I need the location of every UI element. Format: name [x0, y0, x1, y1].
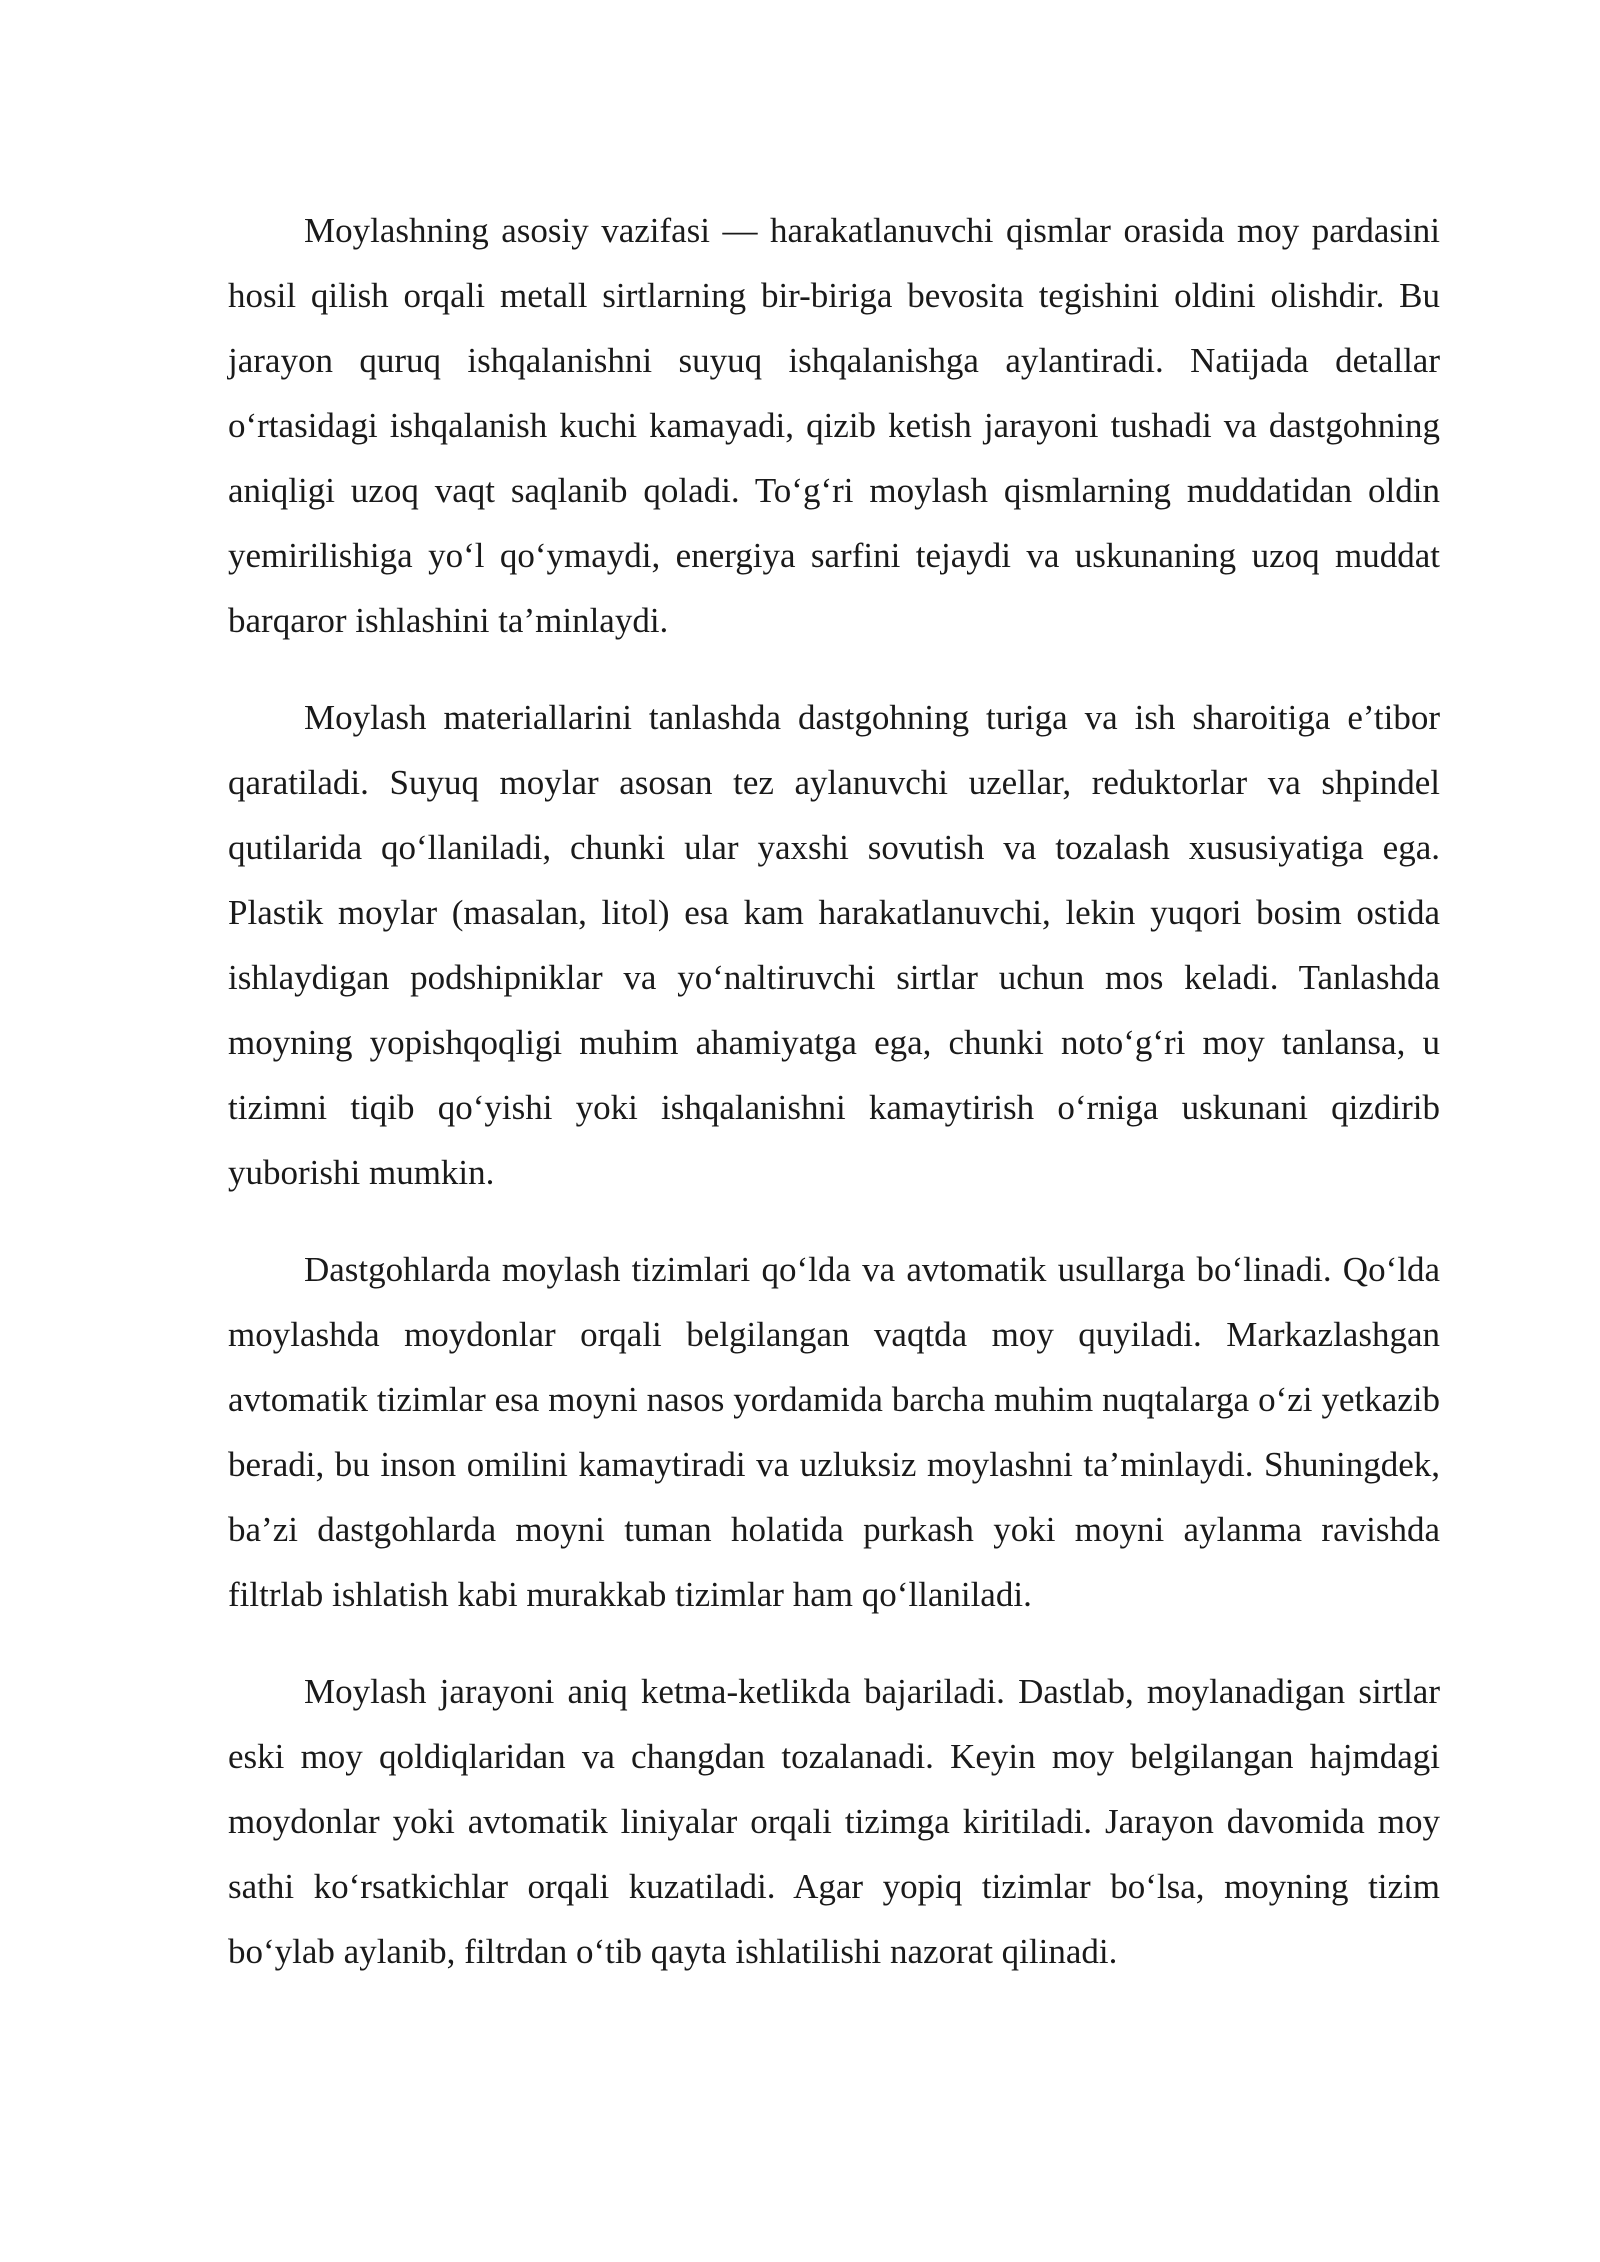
paragraph-lubrication-purpose: Moylashning asosiy vazifasi — harakatlanuvchi qismlar orasida moy pardasini hosil qilish orqali metall sirtlarning bir-biriga bevosita tegishini oldini olishdir. Bu jarayon quruq ishqalanishni suyuq ishqalanishga aylantiradi. Natijada detallar o‘rtasidagi ishqalanish kuchi kamayadi, qizib ketish jarayoni tushadi va dastgohning aniqligi uzoq vaqt saqlanib qoladi. To‘g‘ri moylash qismlarning muddatidan oldin yemirilishiga yo‘l qo‘ymaydi, energiya sarfini tejaydi va uskunaning uzoq muddat barqaror ishlashini ta’minlaydi.	[228, 211, 1440, 640]
document-body	[228, 198, 1440, 1984]
paragraph-lubrication-systems: Dastgohlarda moylash tizimlari qo‘lda va avtomatik usullarga bo‘linadi. Qo‘lda moylashda moydonlar orqali belgilangan vaqtda moy quyiladi. Markazlashgan avtomatik tizimlar esa moyni nasos yordamida barcha muhim nuqtalarga o‘zi yetkazib beradi, bu inson omilini kamaytiradi va uzluksiz moylashni ta’minlaydi. Shuningdek, ba’zi dastgohlarda moyni tuman holatida purkash yoki moyni aylanma ravishda filtrlab ishlatish kabi murakkab tizimlar ham qo‘llaniladi.	[228, 1250, 1440, 1614]
paragraph-lubricant-selection: Moylash materiallarini tanlashda dastgohning turiga va ish sharoitiga e’tibor qaratiladi. Suyuq moylar asosan tez aylanuvchi uzellar, reduktorlar va shpindel qutilarida qo‘llaniladi, chunki ular yaxshi sovutish va tozalash xususiyatiga ega. Plastik moylar (masalan, litol) esa kam harakatlanuvchi, lekin yuqori bosim ostida ishlaydigan podshipniklar va yo‘naltiruvchi sirtlar uchun mos keladi. Tanlashda moyning yopishqoqligi muhim ahamiyatga ega, chunki noto‘g‘ri moy tanlansa, u tizimni tiqib qo‘yishi yoki ishqalanishni kamaytirish o‘rniga uskunani qizdirib yuborishi mumkin.	[228, 698, 1440, 1192]
paragraph-lubrication-process: Moylash jarayoni aniq ketma-ketlikda bajariladi. Dastlab, moylanadigan sirtlar eski moy qoldiqlaridan va changdan tozalanadi. Keyin moy belgilangan hajmdagi moydonlar yoki avtomatik liniyalar orqali tizimga kiritiladi. Jarayon davomida moy sathi ko‘rsatkichlar orqali kuzatiladi. Agar yopiq tizimlar bo‘lsa, moyning tizim bo‘ylab aylanib, filtrdan o‘tib qayta ishlatilishi nazorat qilinadi.	[228, 1672, 1440, 1971]
